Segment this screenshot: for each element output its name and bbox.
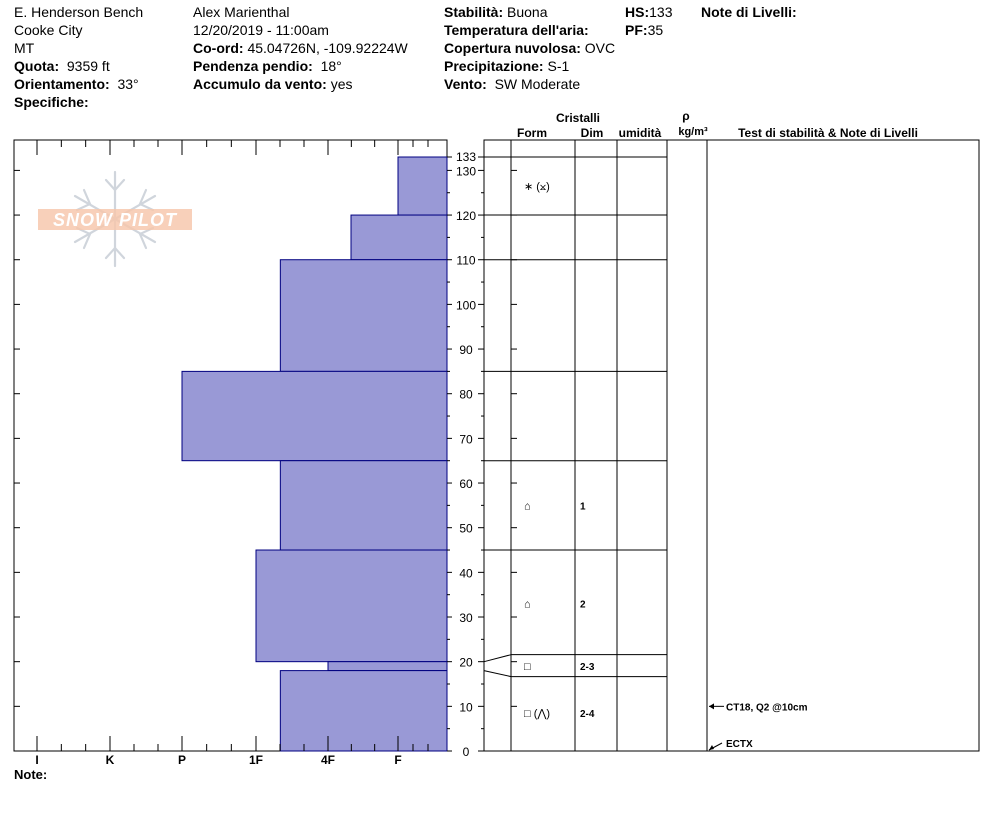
precip-value: S-1 [547, 58, 570, 74]
sky-label: Copertura nuvolosa: [444, 40, 581, 56]
height-axis [447, 150, 484, 759]
layer-table [484, 140, 808, 751]
pf-label: PF: [625, 22, 648, 38]
layer-connector [484, 671, 511, 677]
hardness-bar [280, 671, 447, 751]
stability-value: Buona [507, 4, 548, 20]
height-tick-label: 60 [459, 477, 473, 492]
specifics-label: Specifiche: [14, 94, 89, 110]
height-tick-label: 90 [459, 343, 473, 358]
hardness-tick-label: F [394, 753, 402, 767]
observation-datetime: 12/20/2019 - 11:00am [193, 22, 329, 38]
layer-notes-label: Note di Livelli: [701, 4, 797, 20]
area-name: Cooke City [14, 22, 83, 38]
observer-name: Alex Marienthal [193, 4, 290, 20]
wind-label: Vento: [444, 76, 487, 92]
layer-form: □ (⋀) [524, 708, 551, 721]
hs-label: HS: [625, 4, 650, 20]
hardness-tick-label: I [35, 753, 39, 767]
height-tick-label: 0 [462, 745, 470, 759]
test-arrowhead [709, 703, 714, 709]
moisture-header: umidità [618, 126, 662, 140]
aspect-label: Orientamento: [14, 76, 110, 92]
height-tick-label: 120 [455, 209, 477, 224]
hardness-bar [280, 461, 447, 550]
stability-test-label: ECTX [726, 739, 753, 750]
layer-form: □ [524, 661, 531, 674]
height-tick-label: 133 [455, 150, 477, 164]
height-tick-label: 110 [456, 253, 476, 268]
layer-connector [484, 655, 511, 662]
height-tick-label: 130 [455, 164, 477, 179]
hardness-bar [256, 550, 447, 662]
height-tick-label: 30 [459, 611, 473, 626]
wind-load-value: yes [330, 76, 353, 92]
hardness-bar [328, 662, 447, 671]
rho-header: ρ [682, 109, 690, 123]
density-header: kg/m³ [678, 126, 708, 138]
layer-table-frame [484, 140, 979, 751]
layer-form: ∗ (⨲) [524, 181, 550, 194]
hardness-tick-label: 1F [248, 753, 264, 767]
layer-form: ⌂ [524, 500, 531, 513]
layer-form: ⌂ [524, 598, 531, 611]
height-tick-label: 70 [459, 432, 473, 447]
layer-size: 2-3 [580, 662, 595, 674]
state-name: MT [14, 40, 35, 56]
precip-label: Precipitazione: [444, 58, 544, 74]
elevation-value: 9359 ft [66, 58, 110, 74]
slope-value: 18° [320, 58, 342, 74]
hardness-tick-label: P [177, 753, 187, 767]
coord-label: Co-ord: [193, 40, 244, 56]
snowpilot-logo [38, 172, 192, 266]
hardness-tick-label: K [105, 753, 115, 767]
layer-size: 2 [580, 599, 586, 611]
wind-load-label: Accumulo da vento: [193, 76, 327, 92]
slope-label: Pendenza pendio: [193, 58, 313, 74]
tests-header: Test di stabilità & Note di Livelli [738, 126, 918, 140]
location-name: E. Henderson Bench [14, 4, 144, 20]
height-tick-label: 40 [459, 566, 473, 581]
height-tick-label: 10 [459, 700, 473, 715]
air-temp-label: Temperatura dell'aria: [444, 22, 589, 38]
test-arrowhead [709, 745, 714, 750]
hs-value: 133 [649, 4, 673, 20]
hardness-bar [280, 260, 447, 372]
stability-label: Stabilità: [444, 4, 504, 20]
height-tick-label: 80 [459, 387, 473, 402]
hardness-tick-label: 4F [320, 753, 336, 767]
layer-size: 2-4 [580, 709, 595, 721]
crystals-header: Cristalli [555, 111, 601, 125]
height-tick-label: 20 [459, 655, 473, 670]
elevation-label: Quota: [14, 58, 60, 74]
aspect-value: 33° [117, 76, 139, 92]
logo-text: SNOW PILOT [53, 210, 177, 230]
hardness-bar [351, 215, 447, 260]
form-header: Form [517, 126, 547, 140]
height-tick-label: 50 [459, 521, 473, 536]
sky-value: OVC [584, 40, 616, 56]
wind-value: SW Moderate [494, 76, 581, 92]
hardness-bar [398, 157, 447, 215]
size-header: Dim [580, 126, 604, 140]
coord-value: 45.04726N, -109.92224W [247, 40, 408, 56]
hardness-bars [182, 157, 447, 751]
stability-test-label: CT18, Q2 @10cm [726, 702, 808, 714]
pf-value: 35 [647, 22, 664, 38]
note-label: Note: [14, 767, 48, 782]
layer-size: 1 [580, 501, 586, 513]
height-tick-label: 100 [455, 298, 477, 313]
hardness-bar [182, 371, 447, 460]
